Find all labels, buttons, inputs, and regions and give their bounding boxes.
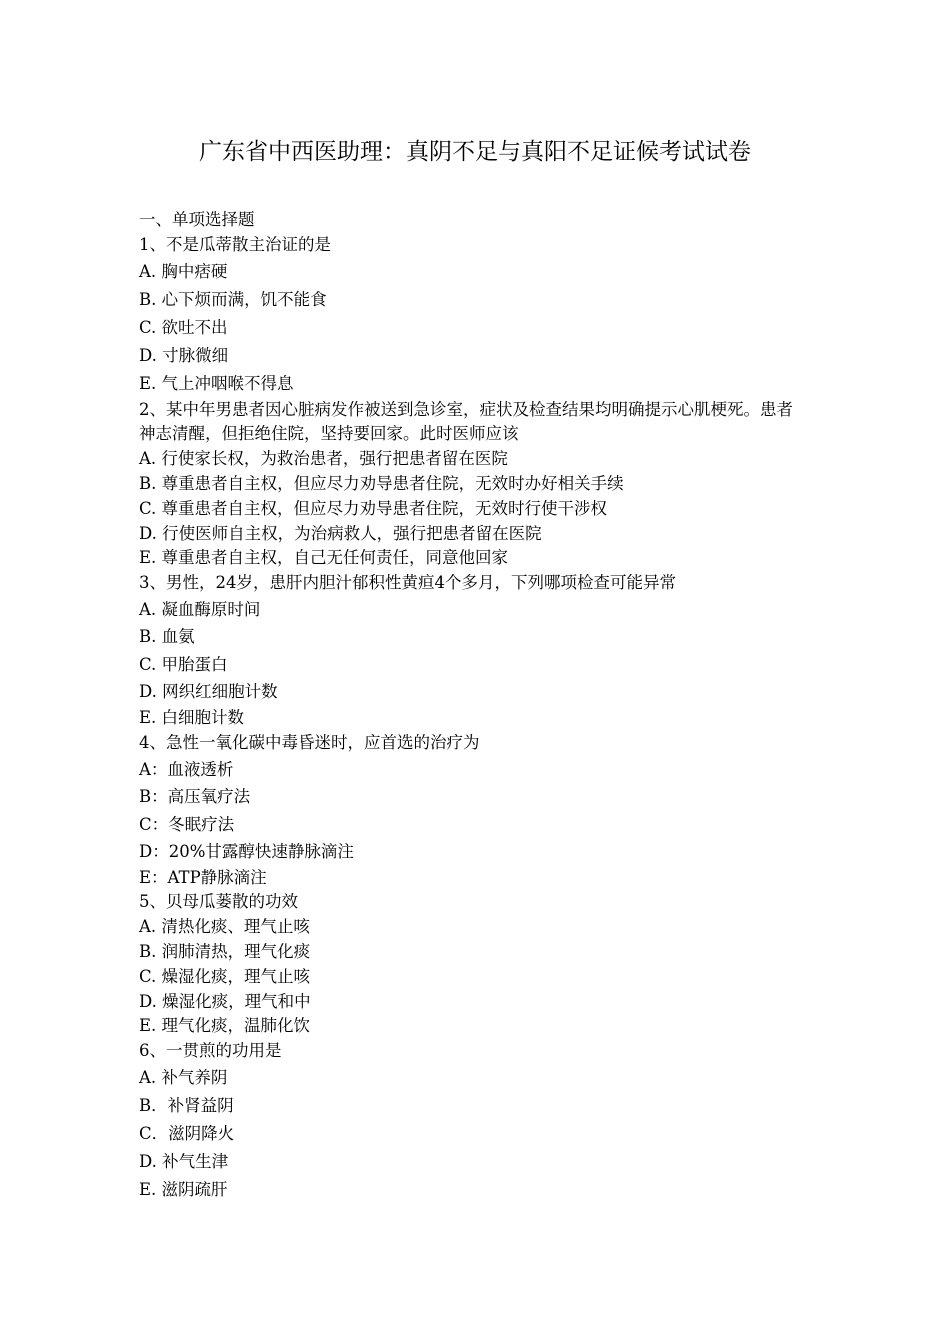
option-d: D. 网织红细胞计数 bbox=[139, 682, 278, 702]
option-e: E. 滋阴疏肝 bbox=[139, 1179, 228, 1199]
question-1 bbox=[139, 233, 819, 398]
option-b: B．补肾益阴 bbox=[139, 1095, 234, 1115]
option-d: D. 行使医师自主权，为治病救人，强行把患者留在医院 bbox=[139, 523, 542, 543]
question-3 bbox=[139, 571, 819, 731]
option-a: A. 补气养阴 bbox=[139, 1067, 228, 1087]
option-b: B. 润肺清热，理气化痰 bbox=[139, 941, 311, 961]
option-c: C：冬眠疗法 bbox=[139, 814, 235, 834]
option-d: D：20%甘露醇快速静脉滴注 bbox=[139, 842, 354, 862]
option-b: B：高压氧疗法 bbox=[139, 787, 251, 807]
option-a: A：血液透析 bbox=[139, 759, 234, 779]
option-b: B. 尊重患者自主权，但应尽力劝导患者住院，无效时办好相关手续 bbox=[139, 473, 624, 493]
option-a: A. 凝血酶原时间 bbox=[139, 599, 261, 619]
option-d: D. 补气生津 bbox=[139, 1151, 229, 1171]
option-e: E：ATP静脉滴注 bbox=[139, 867, 267, 887]
option-e: E. 尊重患者自主权，自己无任何责任，同意他回家 bbox=[139, 548, 509, 568]
question-6 bbox=[139, 1039, 819, 1204]
option-c: C．滋阴降火 bbox=[139, 1123, 235, 1143]
document-title: 广东省中西医助理：真阴不足与真阳不足证候考试试卷 bbox=[199, 139, 751, 165]
option-a: A. 行使家长权，为救治患者，强行把患者留在医院 bbox=[139, 449, 508, 469]
question-stem: 3、男性，24岁，患肝内胆汁郁积性黄疸4个多月，下列哪项检查可能异常 bbox=[139, 573, 676, 593]
question-5 bbox=[139, 890, 819, 1039]
question-stem: 5、贝母瓜蒌散的功效 bbox=[139, 892, 298, 912]
option-e: E. 白细胞计数 bbox=[139, 707, 245, 727]
option-d: D. 寸脉微细 bbox=[139, 345, 229, 365]
question-stem: 6、一贯煎的功用是 bbox=[139, 1041, 282, 1061]
option-e: E. 理气化痰，温肺化饮 bbox=[139, 1016, 311, 1036]
option-c: C. 尊重患者自主权，但应尽力劝导患者住院，无效时行使干涉权 bbox=[139, 498, 608, 518]
option-c: C. 甲胎蛋白 bbox=[139, 654, 228, 674]
question-stem: 1、不是瓜蒂散主治证的是 bbox=[139, 234, 331, 254]
option-a: A. 胸中痞硬 bbox=[139, 261, 228, 281]
option-c: C. 欲吐不出 bbox=[139, 317, 228, 337]
question-stem: 2、某中年男患者因心脏病发作被送到急诊室，症状及检查结果均明确提示心肌梗死。患者神志清醒，但拒绝住院，坚持要回家。此时医师应该 bbox=[139, 399, 793, 444]
option-b: B. 心下烦而满，饥不能食 bbox=[139, 289, 327, 309]
section-heading: 一、单项选择题 bbox=[139, 210, 255, 229]
option-c: C. 燥湿化痰，理气止咳 bbox=[139, 966, 311, 986]
option-e: E. 气上冲咽喉不得息 bbox=[139, 373, 294, 393]
document-body bbox=[139, 208, 819, 1204]
question-4 bbox=[139, 731, 819, 891]
option-d: D. 燥湿化痰，理气和中 bbox=[139, 991, 311, 1011]
question-stem: 4、急性一氧化碳中毒昏迷时，应首选的治疗为 bbox=[139, 732, 480, 752]
option-b: B. 血氨 bbox=[139, 627, 195, 647]
option-a: A. 清热化痰、理气止咳 bbox=[139, 917, 310, 937]
question-2 bbox=[139, 398, 819, 572]
